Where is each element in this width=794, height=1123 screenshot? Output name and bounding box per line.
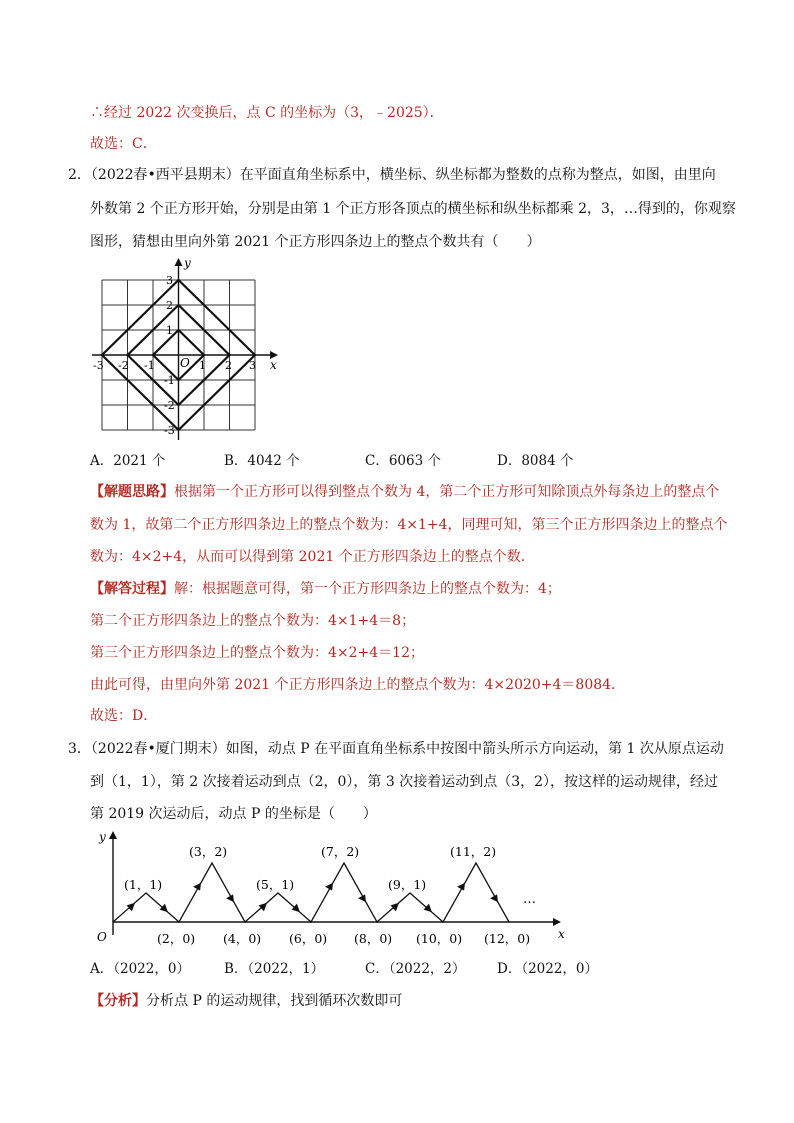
point-label: (8，0): [354, 931, 393, 946]
q2-solution-idea-line-1: 根据第一个正方形可以得到整点个数为 4，第二个正方形可知除顶点外每条边上的整点个: [174, 484, 720, 500]
q2-stem-line-3: 图形，猜想由里向外第 2021 个正方形四条边上的整点个数共有（ ）: [90, 234, 541, 250]
prev-conclusion: ∴经过 2022 次变换后，点 C 的坐标为（3，﹣2025）．: [90, 105, 444, 121]
peak-labels: [124, 844, 496, 892]
point-label: (1，1): [124, 877, 163, 892]
arrow-icon: [391, 903, 399, 912]
y-axis-label: y: [184, 256, 191, 270]
q2-solution-idea-tag: 【解题思路】: [90, 484, 174, 500]
point-label: (4，0): [223, 931, 262, 946]
point-label: (3，2): [189, 844, 228, 859]
q3-stem-line-2: 到（1，1），第 2 次接着运动到点（2，0），第 3 次接着运动到点（3，2），按这样的运动规律，经过: [90, 774, 719, 790]
origin-label: O: [180, 356, 190, 370]
y-tick-label: -3: [164, 424, 175, 437]
arrow-icon: [160, 904, 168, 913]
point-label: (11，2): [450, 844, 497, 859]
q2-solution-process-line-1: 解：根据题意可得，第一个正方形四条边上的整点个数为：4；: [174, 581, 561, 597]
arrow-icon: [292, 904, 300, 913]
q2-answer: 故选：D．: [90, 708, 158, 724]
q3-stem-line-1: 3．（2022春•厦门期末）如图，动点 P 在平面直角坐标系中按图中箭头所示方向运动，第 1 次从原点运动: [68, 741, 724, 757]
x-axis-label: x: [270, 358, 277, 372]
q2-option-c: C．6063 个: [365, 453, 441, 469]
x-tick-labels: [93, 359, 256, 372]
x-tick-label: 1: [199, 359, 206, 372]
point-label: (10，0): [416, 931, 463, 946]
q2-option-d: D．8084 个: [497, 453, 574, 469]
q3-stem-line-3: 第 2019 次运动后，动点 P 的坐标是（ ）: [90, 806, 377, 822]
q2-solution-process-line-3: 第三个正方形四条边上的整点个数为：4×2+4＝12；: [90, 645, 424, 661]
y-tick-label: -2: [164, 399, 175, 412]
y-tick-label: -1: [164, 374, 175, 387]
point-label: (7，2): [321, 844, 360, 859]
q2-stem-line-1: 2．（2022春•西平县期末）在平面直角坐标系中，横坐标、纵坐标都为整数的点称为整点，如图，由里向: [68, 167, 716, 183]
q3-option-a: A．（2022，0）: [90, 961, 190, 977]
x-tick-label: 2: [225, 359, 232, 372]
x-tick-label: -2: [118, 359, 129, 372]
point-label: (2，0): [157, 931, 196, 946]
x-axis-arrow: [553, 918, 561, 926]
q2-solution-idea-line-2: 数为 1，故第二个正方形四条边上的整点个数为：4×1+4，同理可知，第三个正方形四条边上的整点个: [90, 517, 728, 533]
q3-analysis-text: 分析点 P 的运动规律，找到循环次数即可: [146, 993, 403, 1009]
point-label: (12，0): [484, 931, 531, 946]
arrow-icon: [127, 903, 135, 912]
q3-option-b: B．（2022，1）: [224, 961, 325, 977]
base-labels: [157, 931, 530, 946]
y-tick-label: 3: [166, 274, 173, 287]
zigzag-path-figure: [85, 825, 575, 953]
y-axis-arrow: [175, 258, 183, 266]
q2-solution-idea-line-3: 数为：4×2+4，从而可以得到第 2021 个正方形四条边上的整点个数．: [90, 549, 535, 565]
arrow-icon: [424, 904, 432, 913]
y-tick-label: 2: [166, 299, 173, 312]
point-label: (5，1): [256, 877, 295, 892]
arrow-icon: [259, 903, 267, 912]
q2-option-a: A．2021 个: [90, 453, 166, 469]
q2-solution-process-line-4: 由此可得，由里向外第 2021 个正方形四条边上的整点个数为：4×2020+4＝8084．: [90, 677, 626, 693]
y-axis-arrow: [109, 831, 117, 839]
point-label: (9，1): [388, 877, 427, 892]
q2-stem-line-2: 外数第 2 个正方形开始，分别是由第 1 个正方形各顶点的横坐标和纵坐标都乘 2，3，…得到的，你观察: [90, 201, 736, 217]
origin-label: O: [97, 930, 107, 944]
ellipsis: …: [523, 892, 536, 907]
y-axis-label: y: [99, 830, 106, 844]
motion-path: [113, 863, 509, 922]
prev-answer: 故选：C．: [90, 136, 157, 152]
x-tick-label: -3: [93, 359, 104, 372]
q3-option-d: D．（2022，0）: [497, 961, 599, 977]
q2-solution-process-tag: 【解答过程】: [90, 581, 174, 597]
direction-arrows: [127, 883, 498, 913]
q2-solution-process-line-2: 第二个正方形四条边上的整点个数为：4×1+4＝8；: [90, 613, 416, 629]
x-tick-label: 3: [249, 359, 256, 372]
q2-option-b: B．4042 个: [224, 453, 300, 469]
q3-analysis-tag: 【分析】: [90, 993, 146, 1009]
x-tick-label: -1: [144, 359, 155, 372]
y-tick-label: 1: [166, 324, 173, 337]
point-label: (6，0): [289, 931, 328, 946]
q3-option-c: C．（2022，2）: [365, 961, 466, 977]
grid-squares-figure: [90, 255, 290, 445]
x-axis-label: x: [558, 927, 565, 941]
